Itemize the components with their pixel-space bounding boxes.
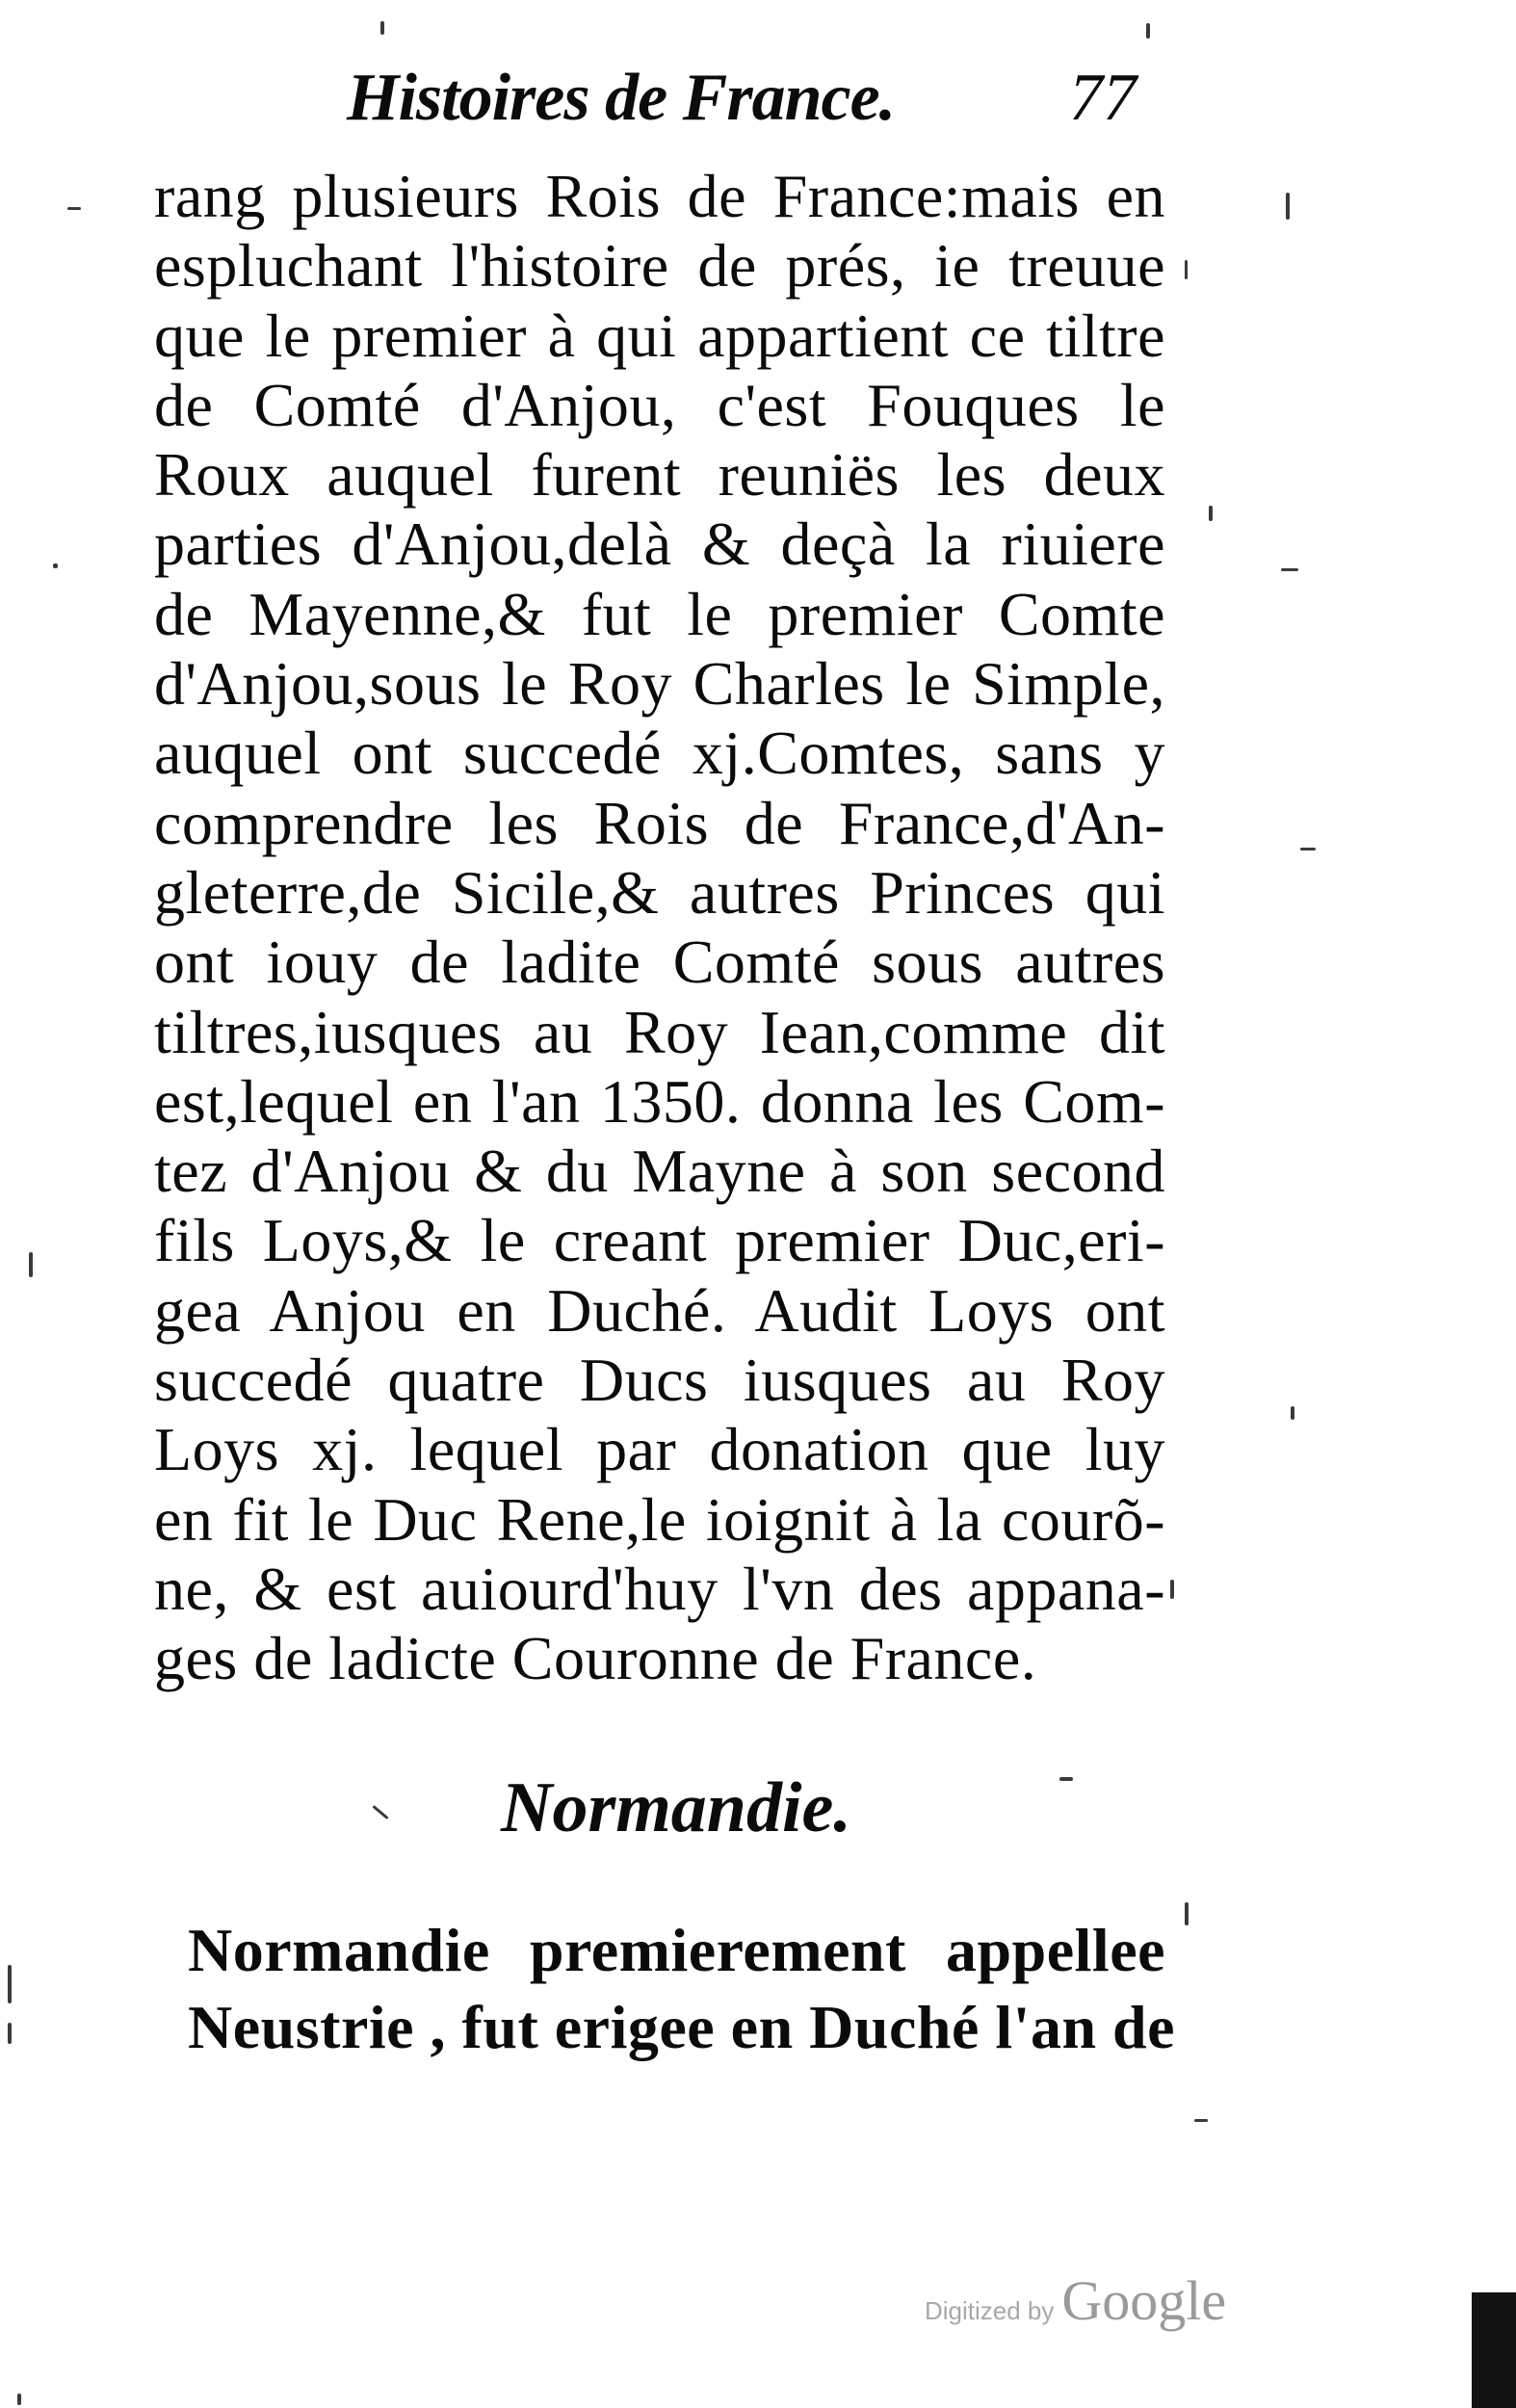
text-line: espluchant l'histoire de prés, ie treuue <box>154 231 1165 301</box>
text-line: de Comté d'Anjou, c'est Fouques le <box>154 370 1165 439</box>
text-line: Normandie premierement appellee <box>188 1916 1165 1984</box>
text-line: Loys xj. lequel par donation que luy <box>154 1415 1165 1484</box>
text-line: rang plusieurs Rois de France:mais en <box>154 162 1165 230</box>
text-line: parties d'Anjou,delà & deçà la riuiere <box>154 510 1165 579</box>
page-number: 77 <box>1069 61 1137 135</box>
text-line: ont iouy de ladite Comté sous autres <box>154 928 1165 997</box>
section-heading: Normandie. <box>501 1768 851 1847</box>
text-line: fils Loys,& le creant premier Duc,eri- <box>154 1206 1165 1275</box>
section-text <box>188 1912 1176 2066</box>
text-line: que le premier à qui appartient ce tiltre <box>154 301 1165 370</box>
text-line: d'Anjou,sous le Roy Charles le Simple, <box>154 649 1165 719</box>
scan-speck <box>1170 1580 1174 1599</box>
text-line: tiltres,iusques au Roy Iean,comme dit <box>154 997 1165 1066</box>
text-line: Roux auquel furent reuniës les deux <box>154 440 1165 510</box>
text-line: succedé quatre Ducs iusques au Roy <box>154 1346 1165 1415</box>
text-line: auquel ont succedé xj.Comtes, sans y <box>154 719 1165 788</box>
running-head <box>327 60 1194 166</box>
scan-speck <box>1185 260 1188 279</box>
scan-speck <box>1281 568 1298 571</box>
watermark-logo: Google <box>1061 2269 1227 2332</box>
text-line: comprendre les Rois de France,d'An- <box>154 788 1165 857</box>
text-line: gleterre,de Sicile,& autres Princes qui <box>154 857 1165 927</box>
text-line: de Mayenne,& fut le premier Comte <box>154 579 1165 648</box>
scan-speck <box>29 1252 33 1277</box>
scan-speck <box>1194 2119 1208 2122</box>
body-text <box>154 162 1165 1694</box>
scan-speck <box>1286 193 1290 220</box>
scan-speck <box>17 2394 21 2405</box>
text-line: Neustrie , fut erigee en Duché l'an de <box>188 1993 1176 2061</box>
scan-speck <box>53 563 58 568</box>
watermark-caption: Digitized by <box>925 2296 1055 2325</box>
text-line: ges de ladicte Couronne de France. <box>154 1624 1037 1693</box>
scan-speck <box>8 1965 12 2003</box>
scan-speck <box>1146 23 1150 39</box>
running-title: Histoires de France. <box>347 61 896 135</box>
page-edge-shadow <box>1472 2292 1516 2408</box>
scan-speck <box>1185 1902 1189 1925</box>
scan-speck <box>380 21 384 35</box>
text-line: en fit le Duc Rene,le ioignit à la courõ- <box>154 1484 1165 1554</box>
text-line: tez d'Anjou & du Mayne à son second <box>154 1137 1165 1206</box>
scan-speck <box>1209 506 1213 521</box>
text-line: ne, & est auiourd'huy l'vn des appana- <box>154 1554 1165 1623</box>
text-line: est,lequel en l'an 1350. donna les Com- <box>154 1066 1165 1136</box>
scan-speck <box>1300 848 1316 851</box>
scan-speck <box>8 2023 12 2044</box>
text-line: gea Anjou en Duché. Audit Loys ont <box>154 1275 1165 1345</box>
scan-speck <box>372 1805 388 1819</box>
scan-speck <box>67 207 81 210</box>
digitized-watermark <box>925 2268 1227 2332</box>
scan-speck <box>1059 1777 1073 1781</box>
scan-speck <box>1291 1406 1294 1420</box>
